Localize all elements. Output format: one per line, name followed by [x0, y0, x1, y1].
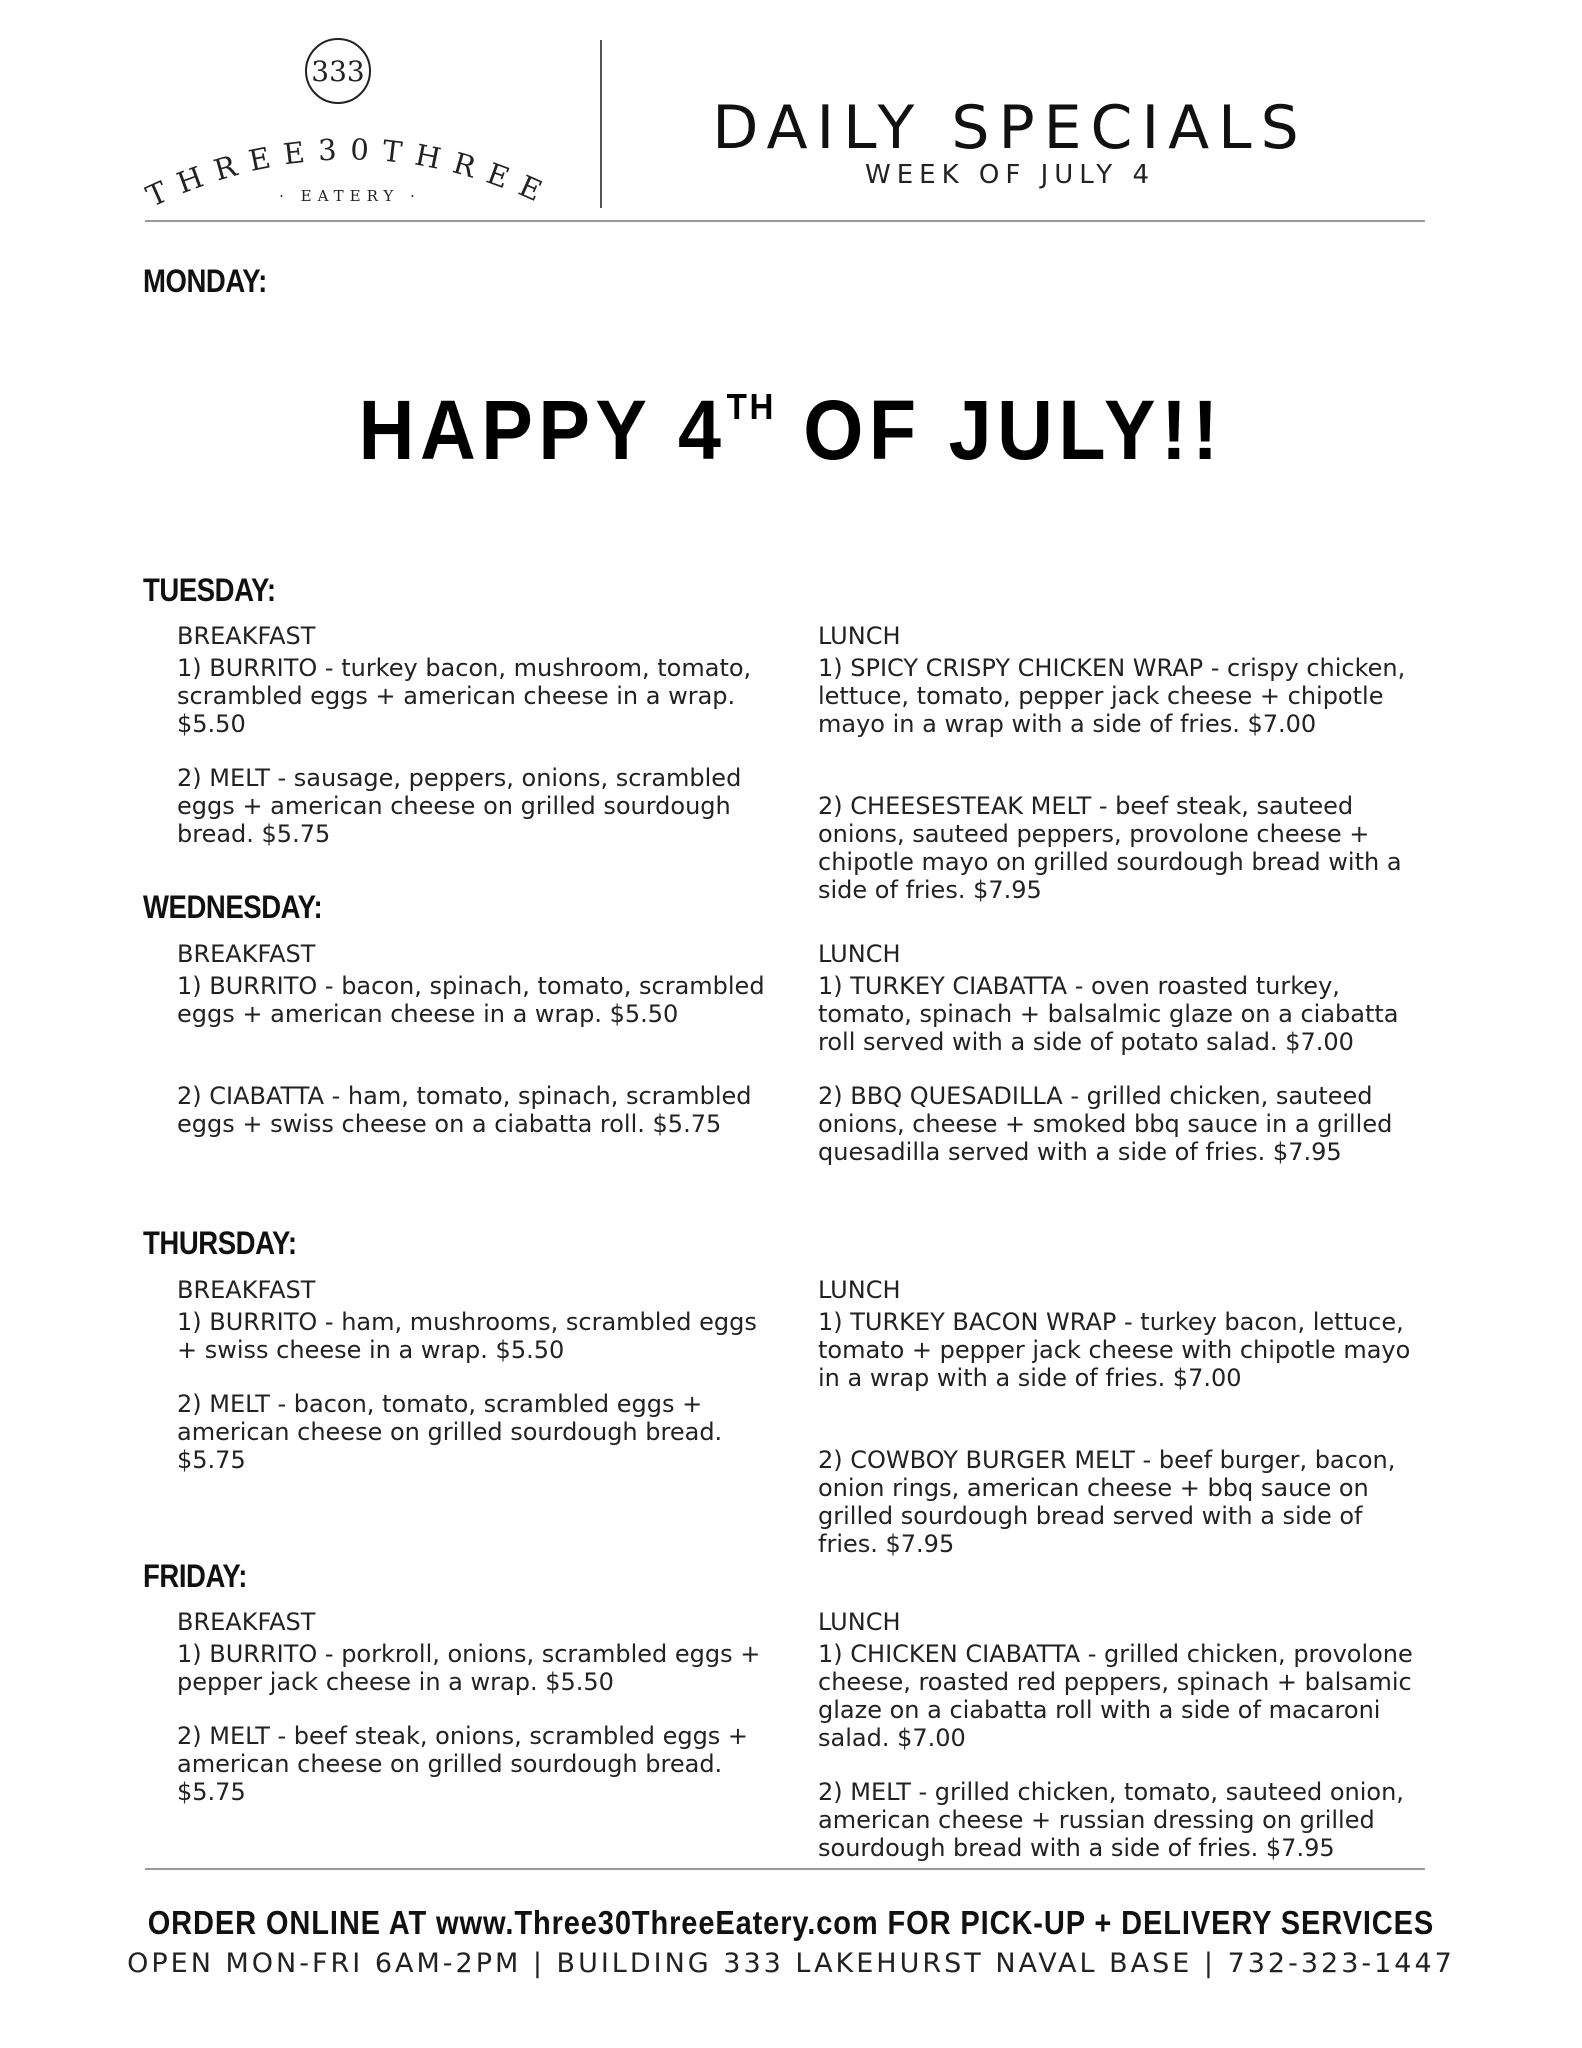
logo — [140, 38, 560, 213]
thursday-lunch-item-2: 2) COWBOY BURGER MELT - beef burger, bacon, onion rings, american cheese + bbq sauce on grilled sourdough bread served with a side of fries. $7.95 — [818, 1446, 1396, 1558]
tuesday-breakfast-item-2: 2) MELT - sausage, peppers, onions, scrambled eggs + american cheese on grilled sourdough bread. $5.75 — [177, 764, 742, 848]
tuesday-lunch-item-1: 1) SPICY CRISPY CHICKEN WRAP - crispy chicken, lettuce, tomato, pepper jack cheese + chipotle mayo in a wrap with a side of fries. $7.00 — [818, 654, 1406, 738]
bottom-divider — [145, 1868, 1425, 1870]
thursday-lunch-item-1: 1) TURKEY BACON WRAP - turkey bacon, lettuce, tomato + pepper jack cheese with chipotle mayo in a wrap with a side of fries. $7.00 — [818, 1308, 1411, 1392]
wednesday-lunch-item-1: 1) TURKEY CIABATTA - oven roasted turkey, tomato, spinach + balsalmic glaze on a ciabatta roll served with a side of potato salad. $7.00 — [818, 972, 1399, 1056]
friday-breakfast-label: BREAKFAST — [177, 1608, 316, 1636]
thursday-lunch-label: LUNCH — [818, 1276, 901, 1304]
tuesday-breakfast-label: BREAKFAST — [177, 622, 316, 650]
friday-breakfast-item-1: 1) BURRITO - porkroll, onions, scrambled eggs + pepper jack cheese in a wrap. $5.50 — [177, 1640, 761, 1696]
tuesday-lunch-label: LUNCH — [818, 622, 901, 650]
holiday-message-end: OF JULY!! — [776, 383, 1224, 477]
friday-breakfast-item-2: 2) MELT - beef steak, onions, scrambled eggs + american cheese on grilled sourdough bread. $5.75 — [177, 1722, 749, 1806]
tuesday-breakfast-item-1: 1) BURRITO - turkey bacon, mushroom, tomato, scrambled eggs + american cheese in a wrap. $5.50 — [177, 654, 752, 738]
top-divider — [145, 220, 1425, 222]
wednesday-lunch-label: LUNCH — [818, 940, 901, 968]
logo-name: THREE30THREE — [141, 132, 559, 208]
holiday-message-sup: TH — [726, 386, 777, 427]
holiday-message-main: HAPPY 4 — [358, 383, 727, 477]
logo-badge: 333 — [305, 38, 371, 104]
logo-tagline: · EATERY · — [279, 187, 421, 205]
tuesday-lunch-item-2: 2) CHEESESTEAK MELT - beef steak, sauteed onions, sauteed peppers, provolone cheese + chipotle mayo on grilled sourdough bread with a side of fries. $7.95 — [818, 792, 1402, 904]
friday-lunch-item-1: 1) CHICKEN CIABATTA - grilled chicken, provolone cheese, roasted red peppers, spinach + balsamic glaze on a ciabatta roll with a side of macaroni salad. $7.00 — [818, 1640, 1413, 1752]
thursday-breakfast-label: BREAKFAST — [177, 1276, 316, 1304]
thursday-breakfast-item-1: 1) BURRITO - ham, mushrooms, scrambled eggs + swiss cheese in a wrap. $5.50 — [177, 1308, 757, 1364]
header-divider — [600, 40, 602, 208]
friday-heading: FRIDAY: — [143, 1558, 248, 1594]
wednesday-lunch-item-2: 2) BBQ QUESADILLA - grilled chicken, sauteed onions, cheese + smoked bbq sauce in a grilled quesadilla served with a side of fries. $7.95 — [818, 1082, 1393, 1166]
page-subtitle: WEEK OF JULY 4 — [865, 160, 1155, 190]
page-title: DAILY SPECIALS — [712, 93, 1308, 163]
tuesday-heading: TUESDAY: — [143, 572, 276, 608]
wednesday-breakfast-item-1: 1) BURRITO - bacon, spinach, tomato, scrambled eggs + american cheese in a wrap. $5.50 — [177, 972, 765, 1028]
wednesday-heading: WEDNESDAY: — [143, 889, 323, 925]
monday-heading: MONDAY: — [143, 263, 267, 299]
holiday-message — [0, 383, 1582, 477]
order-online-text: ORDER ONLINE AT www.Three30ThreeEatery.com FOR PICK-UP + DELIVERY SERVICES — [147, 1904, 1435, 1941]
hours-location-line: OPEN MON-FRI 6AM-2PM | BUILDING 333 LAKEHURST NAVAL BASE | 732-323-1447 — [127, 1948, 1455, 1979]
wednesday-breakfast-item-2: 2) CIABATTA - ham, tomato, spinach, scrambled eggs + swiss cheese on a ciabatta roll. $5.75 — [177, 1082, 752, 1138]
order-online-line — [0, 1906, 1582, 1939]
wednesday-breakfast-label: BREAKFAST — [177, 940, 316, 968]
logo-wordmark — [140, 88, 560, 208]
friday-lunch-item-2: 2) MELT - grilled chicken, tomato, sauteed onion, american cheese + russian dressing on grilled sourdough bread with a side of fries. $7.95 — [818, 1778, 1404, 1862]
friday-lunch-label: LUNCH — [818, 1608, 901, 1636]
thursday-breakfast-item-2: 2) MELT - bacon, tomato, scrambled eggs + american cheese on grilled sourdough bread. $5.75 — [177, 1390, 723, 1474]
thursday-heading: THURSDAY: — [143, 1225, 297, 1261]
